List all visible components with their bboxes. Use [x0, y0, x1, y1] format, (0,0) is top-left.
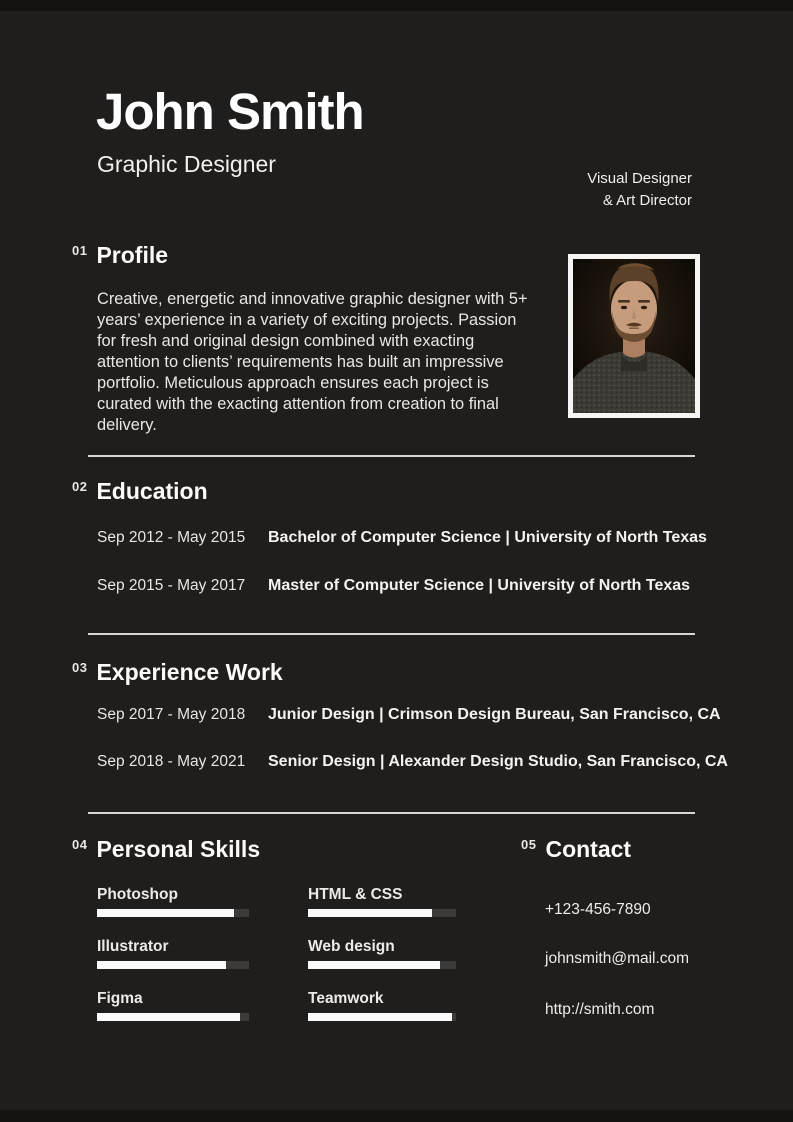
section-skills-header — [72, 836, 260, 863]
job-title: Graphic Designer — [97, 151, 276, 177]
section-experience-header — [72, 659, 283, 686]
portrait-illustration — [573, 259, 695, 413]
section-divider — [88, 633, 695, 635]
section-title-contact: Contact — [545, 836, 632, 862]
section-title-skills: Personal Skills — [96, 836, 261, 862]
skill-label: Photoshop — [97, 886, 178, 903]
education-row — [97, 577, 690, 595]
skill-bar — [308, 961, 456, 969]
experience-description: Junior Design | Crimson Design Bureau, San Francisco, CA — [268, 706, 721, 723]
contact-phone: +123-456-7890 — [545, 901, 651, 918]
section-divider — [88, 455, 695, 457]
bottom-edge-strip — [0, 1110, 793, 1122]
skill-bar-fill — [97, 961, 226, 969]
section-number: 03 — [72, 660, 88, 675]
skill-bar — [97, 909, 249, 917]
education-dates: Sep 2015 - May 2017 — [97, 577, 246, 594]
skill-label: Teamwork — [308, 990, 384, 1007]
skill-bar — [308, 909, 456, 917]
skill-label: Illustrator — [97, 938, 169, 955]
skill-label: Figma — [97, 990, 143, 1007]
top-edge-strip — [0, 0, 793, 11]
profile-summary-text: Creative, energetic and innovative graphic designer with 5+ years’ experience in a variety of exciting projects. Passion for fresh and original design combined with exacting attention to clients’ requirements has built an impressive portfolio. Meticulous approach ensures each project is curated with the exacting attention from creation to final delivery. — [97, 290, 528, 434]
skill-bar-fill — [308, 1013, 452, 1021]
experience-dates: Sep 2018 - May 2021 — [97, 753, 246, 770]
skill-label: HTML & CSS — [308, 886, 403, 903]
skill-bar-fill — [97, 1013, 240, 1021]
experience-dates: Sep 2017 - May 2018 — [97, 706, 246, 723]
subtitle-line-2: & Art Director — [602, 191, 692, 209]
contact-website: http://smith.com — [545, 1001, 655, 1018]
education-description: Master of Computer Science | University of North Texas — [268, 577, 691, 594]
section-number: 05 — [521, 837, 537, 852]
experience-row — [97, 706, 721, 724]
section-divider — [88, 812, 695, 814]
experience-row — [97, 753, 728, 771]
profile-photo — [568, 254, 700, 418]
skill-label: Web design — [308, 938, 395, 955]
skill-bar-fill — [308, 961, 440, 969]
section-profile-header — [72, 242, 168, 269]
section-education-header — [72, 478, 208, 505]
person-name: John Smith — [96, 83, 364, 140]
section-number: 02 — [72, 479, 88, 494]
section-number: 04 — [72, 837, 88, 852]
section-title-profile: Profile — [96, 242, 169, 268]
skill-bar-fill — [97, 909, 234, 917]
section-title-education: Education — [96, 478, 208, 504]
skill-bar — [308, 1013, 456, 1021]
contact-email: johnsmith@mail.com — [545, 950, 690, 967]
education-row — [97, 529, 707, 547]
skill-bar-fill — [308, 909, 432, 917]
education-dates: Sep 2012 - May 2015 — [97, 529, 246, 546]
header-subtitle — [587, 168, 692, 211]
section-title-experience: Experience Work — [96, 659, 283, 685]
skill-bar — [97, 1013, 249, 1021]
section-number: 01 — [72, 243, 88, 258]
subtitle-line-1: Visual Designer — [587, 170, 692, 187]
experience-description: Senior Design | Alexander Design Studio, San Francisco, CA — [268, 753, 728, 770]
education-description: Bachelor of Computer Science | University of North Texas — [268, 529, 707, 546]
skill-bar — [97, 961, 249, 969]
section-contact-header — [521, 836, 631, 863]
